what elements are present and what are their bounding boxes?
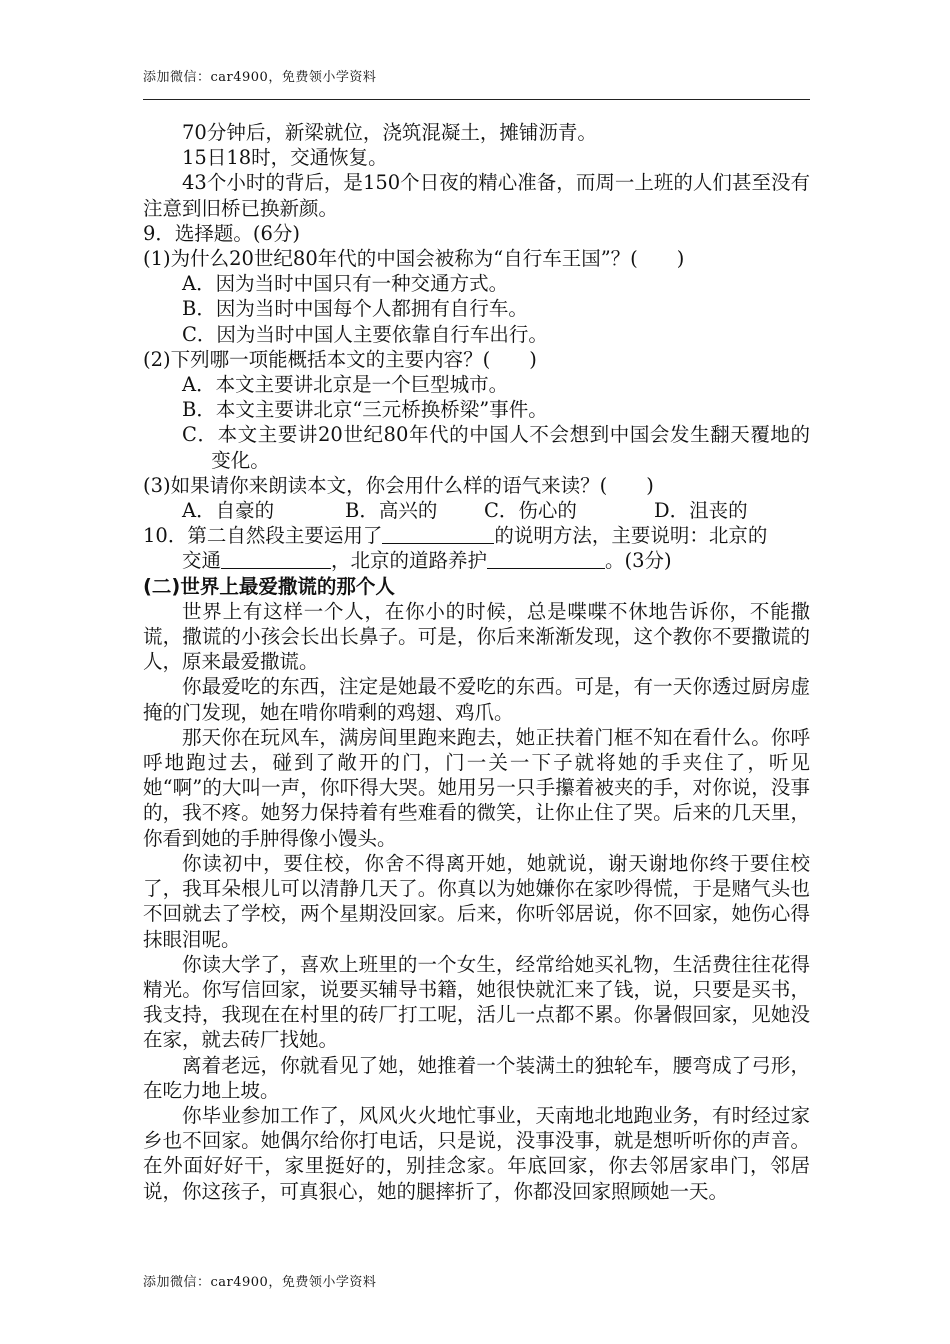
- question-9-1-option-c: C．因为当时中国人主要依靠自行车出行。: [182, 322, 548, 346]
- question-10-line-2: [143, 548, 810, 573]
- question-10-text-4: ，北京的道路养护: [331, 549, 488, 573]
- passage2-paragraph-3: 那天你在玩风车，满房间里跑来跑去，她正扶着门框不知在看什么。你呼呼地跑过去，碰到了敞开的门，门一关一下子就将她的手夹住了，听见她“啊”的大叫一声，你吓得大哭。她用另一只手攥着被夹的手，对你说，没事的，我不疼。她努力保持着有些难看的微笑，让你止住了哭。后来的几天里，你看到她的手肿得像小馒头。: [143, 725, 810, 850]
- question-10-blank-3[interactable]: [487, 549, 605, 570]
- question-9-2-stem: (2)下列哪一项能概括本文的主要内容？( ): [143, 347, 537, 371]
- question-10-blank-1[interactable]: [382, 524, 494, 545]
- question-10-line-1: [143, 523, 810, 548]
- question-9-2-option-b: B．本文主要讲北京“三元桥换桥梁”事件。: [182, 398, 548, 422]
- question-9-3-stem: (3)如果请你来朗读本文，你会用什么样的语气来读？( ): [143, 473, 654, 497]
- question-10-text-3: 交通: [182, 549, 222, 573]
- question-9-3-option-d: D．沮丧的: [654, 499, 748, 523]
- passage2-title: (二)世界上最爱撒谎的那个人: [143, 574, 395, 598]
- page-content: [143, 120, 810, 1204]
- page-footer: 添加微信：car4900，免费领小学资料: [143, 1275, 377, 1290]
- passage2-paragraph-7: 你毕业参加工作了，风风火火地忙事业，天南地北地跑业务，有时经过家乡也不回家。她偶尔给你打电话，只是说，没事没事，就是想听听你的声音。在外面好好干，家里挺好的，别挂念家。年底回家，你去邻居家串门，邻居说，你这孩子，可真狠心，她的腿摔折了，你都没回家照顾她一天。: [143, 1103, 810, 1203]
- passage2-paragraph-2: 你最爱吃的东西，注定是她最不爱吃的东西。可是，有一天你透过厨房虚掩的门发现，她在啃你啃剩的鸡翅、鸡爪。: [143, 675, 810, 724]
- passage2-paragraph-1: 世界上有这样一个人，在你小的时候，总是喋喋不休地告诉你，不能撒谎，撒谎的小孩会长出长鼻子。可是，你后来渐渐发现，这个教你不要撒谎的人，原来最爱撒谎。: [143, 599, 810, 674]
- question-10-text-1: 10．第二自然段主要运用了: [143, 524, 383, 548]
- question-10-text-5: 。(3分): [605, 549, 672, 573]
- question-9-1-stem: (1)为什么20世纪80年代的中国会被称为“自行车王国”？( ): [143, 247, 685, 271]
- question-9-1-option-a: A．因为当时中国只有一种交通方式。: [182, 272, 509, 296]
- question-9-3-option-a: A．自豪的: [182, 499, 275, 523]
- question-9-2-option-c: C．本文主要讲20世纪80年代的中国人不会想到中国会发生翻天覆地的变化。: [182, 423, 810, 472]
- passage1-paragraph-3: 43个小时的背后，是150个日夜的精心准备，而周一上班的人们甚至没有注意到旧桥已换新颜。: [143, 171, 810, 220]
- question-9-3-options: [143, 498, 810, 523]
- question-9-2-option-c-wrap: [143, 422, 810, 472]
- question-9-title: 9．选择题。(6分): [143, 221, 301, 245]
- header-divider: [143, 99, 810, 100]
- passage2-paragraph-5: 你读大学了，喜欢上班里的一个女生，经常给她买礼物，生活费往往花得精光。你写信回家，说要买辅导书籍，她很快就汇来了钱，说，只要是买书，我支持，我现在在村里的砖厂打工呢，活儿一点都不累。你暑假回家，见她没在家，就去砖厂找她。: [143, 952, 810, 1052]
- passage1-paragraph-2: 15日18时，交通恢复。: [182, 146, 388, 170]
- question-9-3-option-c: C．伤心的: [484, 499, 577, 523]
- page-header: 添加微信：car4900，免费领小学资料: [143, 70, 377, 85]
- question-10-blank-2[interactable]: [221, 549, 331, 570]
- question-10-text-2: 的说明方法，主要说明：北京的: [494, 524, 768, 548]
- passage2-paragraph-6: 离着老远，你就看见了她，她推着一个装满土的独轮车，腰弯成了弓形，在吃力地上坡。: [143, 1053, 810, 1102]
- passage2-paragraph-4: 你读初中，要住校，你舍不得离开她，她就说，谢天谢地你终于要住校了，我耳朵根儿可以清静几天了。你真以为她嫌你在家吵得慌，于是赌气头也不回就去了学校，两个星期没回家。后来，你听邻居说，你不回家，她伤心得抹眼泪呢。: [143, 851, 810, 951]
- passage1-paragraph-1: 70分钟后，新梁就位，浇筑混凝土，摊铺沥青。: [182, 121, 597, 144]
- question-9-2-option-a: A．本文主要讲北京是一个巨型城市。: [182, 373, 509, 397]
- question-9-1-option-b: B．因为当时中国每个人都拥有自行车。: [182, 297, 528, 321]
- question-9-3-option-b: B．高兴的: [345, 499, 438, 523]
